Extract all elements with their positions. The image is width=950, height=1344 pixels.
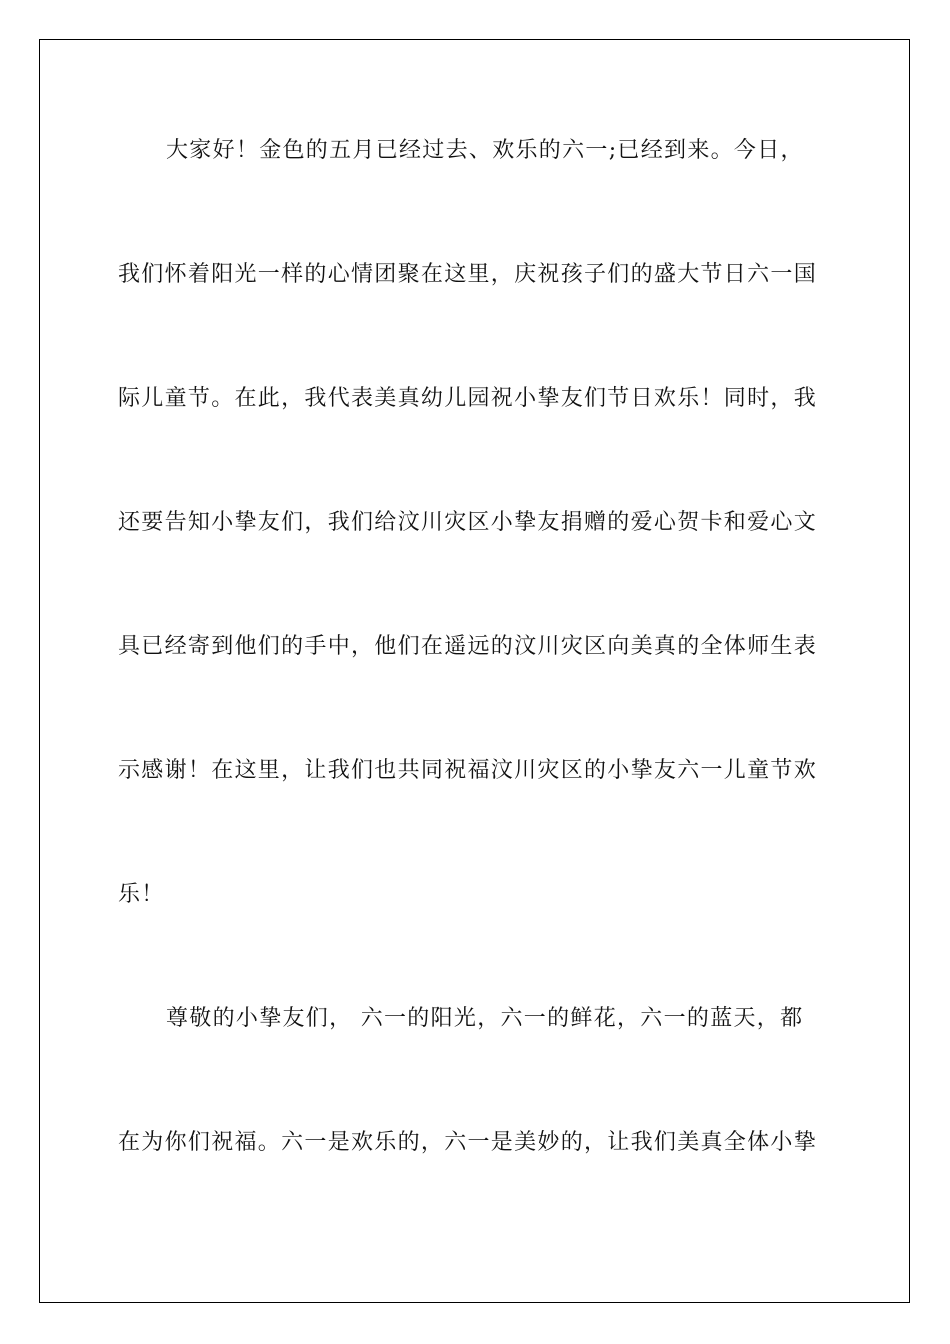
paragraph-1-line-3: 际儿童节。在此，我代表美真幼儿园祝小挚友们节日欢乐！同时，我 (118, 386, 818, 411)
paragraph-2-line-2: 在为你们祝福。六一是欢乐的，六一是美妙的，让我们美真全体小挚 (118, 1130, 818, 1155)
paragraph-1-line-2: 我们怀着阳光一样的心情团聚在这里，庆祝孩子们的盛大节日六一国 (118, 262, 818, 287)
paragraph-1-line-5: 具已经寄到他们的手中，他们在遥远的汶川灾区向美真的全体师生表 (118, 634, 818, 659)
paragraph-1-line-1: 大家好！金色的五月已经过去、欢乐的六一;已经到来。今日， (166, 138, 804, 163)
paragraph-1-line-6: 示感谢！在这里，让我们也共同祝福汶川灾区的小挚友六一儿童节欢 (118, 758, 818, 783)
paragraph-1-line-4: 还要告知小挚友们，我们给汶川灾区小挚友捐赠的爱心贺卡和爱心文 (118, 510, 818, 535)
page-border (39, 39, 910, 1303)
paragraph-1-line-7: 乐！ (118, 882, 165, 907)
paragraph-2-line-1: 尊敬的小挚友们， 六一的阳光，六一的鲜花，六一的蓝天，都 (166, 1006, 804, 1031)
